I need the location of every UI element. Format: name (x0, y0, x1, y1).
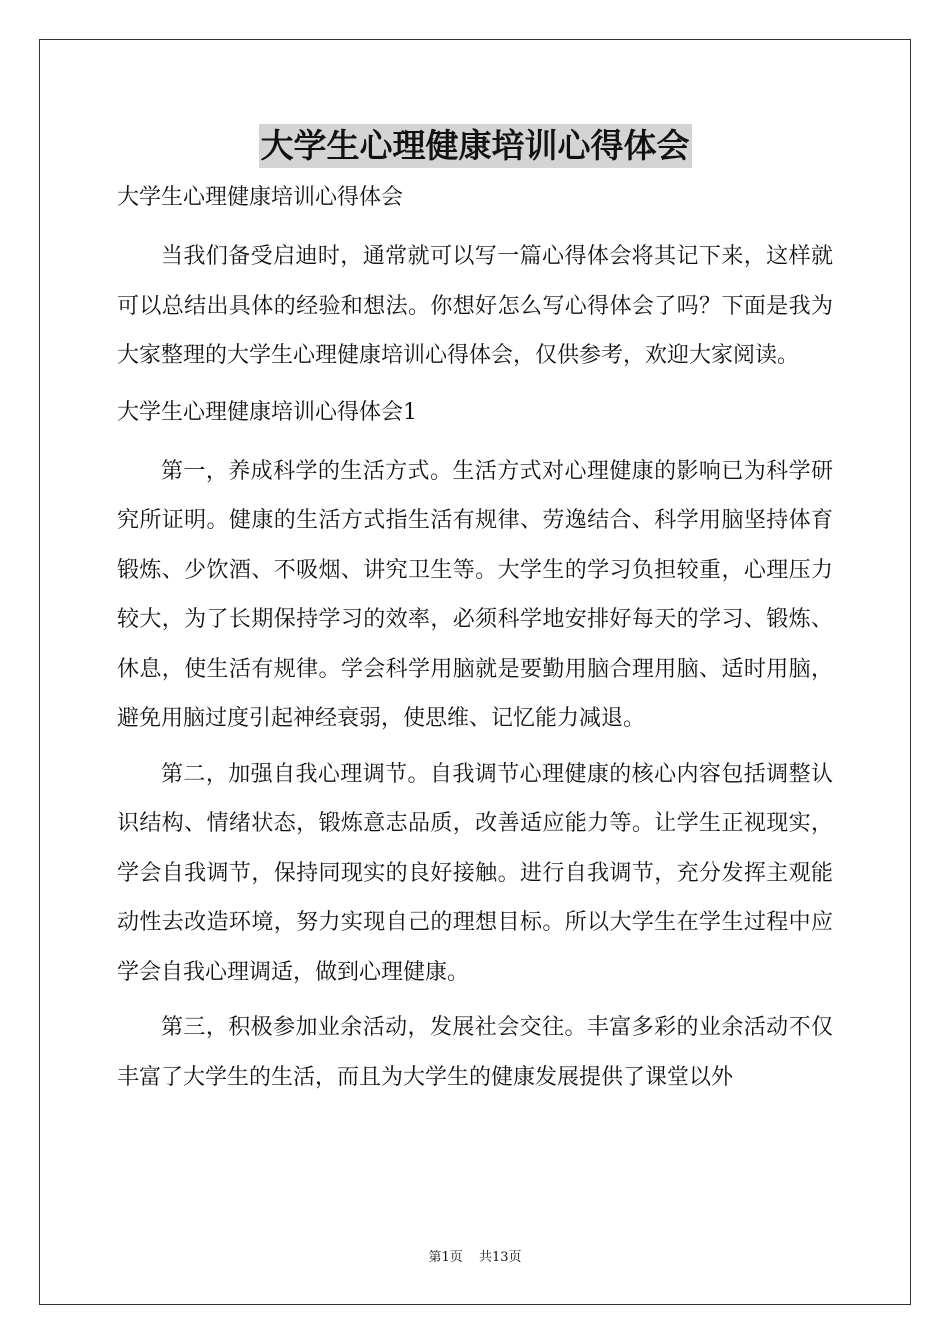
page-footer (0, 1249, 950, 1267)
body-paragraph-1: 第一，养成科学的生活方式。生活方式对心理健康的影响已为科学研究所证明。健康的生活方式指生活有规律、劳逸结合、科学用脑坚持体育锻炼、少饮酒、不吸烟、讲究卫生等。大学生的学习负担较重，心理压力较大，为了长期保持学习的效率，必须科学地安排好每天的学习、锻炼、休息，使生活有规律。学会科学用脑就是要勤用脑合理用脑、适时用脑，避免用脑过度引起神经衰弱，使思维、记忆能力减退。 (117, 458, 833, 731)
page-number: 第1页 (428, 1250, 463, 1265)
document-subtitle: 大学生心理健康培训心得体会 (117, 185, 404, 210)
intro-paragraph: 当我们备受启迪时，通常就可以写一篇心得体会将其记下来，这样就可以总结出具体的经验和想法。你想好怎么写心得体会了吗？下面是我为大家整理的大学生心理健康培训心得体会，仅供参考，欢迎大家阅读。 (117, 244, 833, 368)
page-total: 共13页 (478, 1250, 522, 1265)
section-heading: 大学生心理健康培训心得体会1 (117, 399, 417, 425)
document-title: 大学生心理健康培训心得体会 (259, 124, 692, 168)
body-paragraph-3: 第三，积极参加业余活动，发展社会交往。丰富多彩的业余活动不仅丰富了大学生的生活，而且为大学生的健康发展提供了课堂以外 (117, 1015, 833, 1090)
title-container (0, 124, 950, 168)
body-paragraph-2: 第二，加强自我心理调节。自我调节心理健康的核心内容包括调整认识结构、情绪状态，锻炼意志品质，改善适应能力等。让学生正视现实，学会自我调节，保持同现实的良好接触。进行自我调节，充分发挥主观能动性去改造环境，努力实现自己的理想目标。所以大学生在学生过程中应学会自我心理调适，做到心理健康。 (117, 761, 833, 985)
document-body (117, 170, 833, 1106)
